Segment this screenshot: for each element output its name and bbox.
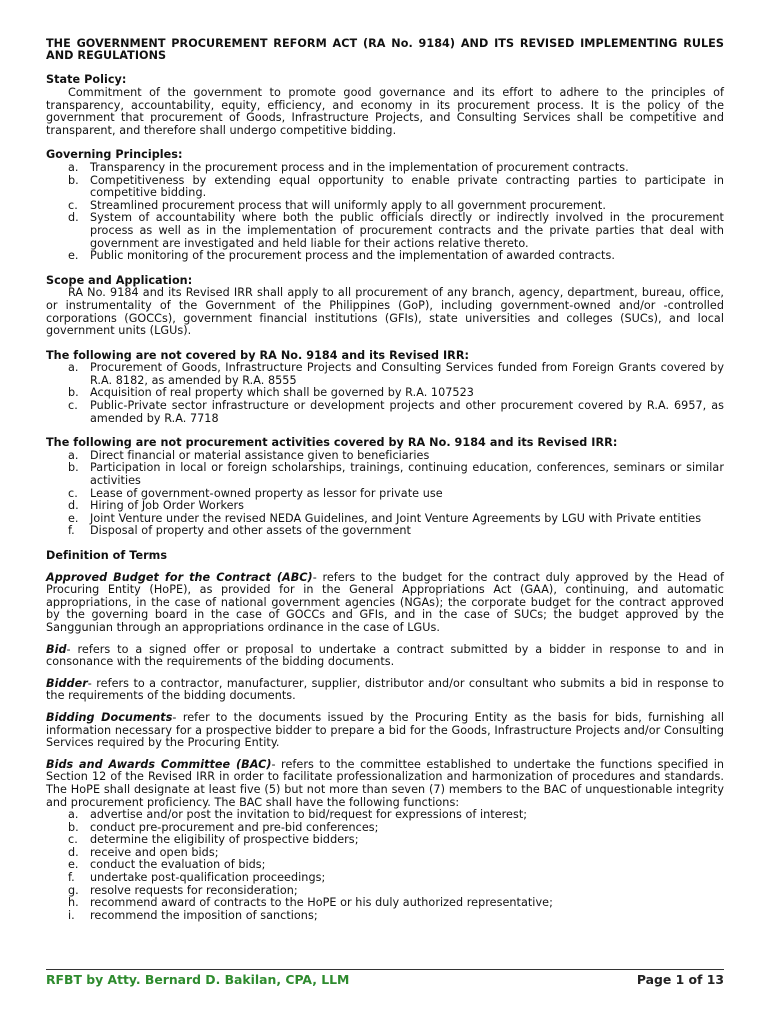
term: Approved Budget for the Contract (ABC) bbox=[46, 570, 313, 584]
definition-text: - refers to a contractor, manufacturer, supplier, distributor and/or consultant who submits a bid in response to the requirements of the bidding documents. bbox=[46, 676, 724, 703]
term: Bidding Documents bbox=[46, 710, 173, 724]
list-item-text: Streamlined procurement process that will uniformly apply to all government procurement. bbox=[90, 198, 606, 212]
definition-text: - refers to the budget for the contract duly approved by the Head of Procuring Entity (HoPE), as provided for in the General Appropriations Act (GAA), continuing, and automatic appropriations, in the case of national government agencies (NGAs); the corporate budget for the contract approved by the governing board in the case of GOCCs and GFIs, and in the case of SUCs; the budget approved by the Sanggunian through an appropriations ordinance in the case of LGUs. bbox=[46, 570, 724, 634]
list-item-text: recommend award of contracts to the HoPE or his duly authorized representative; bbox=[90, 896, 553, 910]
state-policy-section bbox=[46, 74, 724, 137]
list-item bbox=[46, 250, 724, 263]
list-item-text: undertake post-qualification proceedings; bbox=[90, 871, 326, 885]
term: Bids and Awards Committee (BAC) bbox=[46, 757, 272, 771]
scope-section bbox=[46, 275, 724, 338]
list-item bbox=[46, 212, 724, 250]
list-item-text: Transparency in the procurement process and in the implementation of procurement contracts. bbox=[90, 160, 629, 174]
list-item-text: conduct the evaluation of bids; bbox=[90, 858, 266, 872]
section-heading: Definition of Terms bbox=[46, 549, 168, 562]
list-marker: d. bbox=[68, 211, 79, 225]
list-item-text: Lease of government-owned property as lessor for private use bbox=[90, 486, 443, 500]
list-marker: b. bbox=[68, 173, 79, 187]
list-item bbox=[46, 362, 724, 387]
list-marker: c. bbox=[68, 833, 78, 847]
list-item-text: advertise and/or post the invitation to bid/request for expressions of interest; bbox=[90, 808, 528, 822]
term: Bidder bbox=[46, 676, 88, 690]
list-marker: e. bbox=[68, 858, 79, 872]
section-heading: The following are not procurement activities covered by RA No. 9184 and its Revised IRR: bbox=[46, 436, 618, 450]
list-marker: d. bbox=[68, 845, 79, 859]
list-item bbox=[46, 462, 724, 487]
list-item-text: Participation in local or foreign scholarships, trainings, continuing education, conferences, seminars or similar activities bbox=[90, 461, 724, 488]
list-item-text: conduct pre-procurement and pre-bid conferences; bbox=[90, 820, 379, 834]
list-marker: e. bbox=[68, 249, 79, 263]
list-item bbox=[46, 175, 724, 200]
list-item-text: Acquisition of real property which shall be governed by R.A. 107523 bbox=[90, 386, 474, 400]
list-marker: b. bbox=[68, 461, 79, 475]
list-marker: i. bbox=[68, 908, 75, 922]
definition-text: - refers to a signed offer or proposal to undertake a contract submitted by a bidder in response to and in consonance with the requirements of the bidding documents. bbox=[46, 642, 724, 669]
definitions-section bbox=[46, 550, 724, 922]
section-heading: The following are not covered by RA No. 9184 and its Revised IRR: bbox=[46, 348, 470, 362]
definition-text: - refer to the documents issued by the Procuring Entity as the basis for bids, furnishing all information necessary for a prospective bidder to prepare a bid for the Goods, Infrastructure Projects and/or Consulting Services required by the Procuring Entity. bbox=[46, 710, 724, 750]
governing-principles-section bbox=[46, 149, 724, 262]
list-item-text: Public monitoring of the procurement process and the implementation of awarded contracts. bbox=[90, 249, 615, 263]
list-marker: c. bbox=[68, 198, 78, 212]
list-marker: b. bbox=[68, 386, 79, 400]
list-marker: d. bbox=[68, 499, 79, 513]
term: Bid bbox=[46, 642, 67, 656]
list-marker: c. bbox=[68, 486, 78, 500]
list-marker: h. bbox=[68, 896, 79, 910]
principles-list bbox=[46, 162, 724, 263]
list-item-text: Direct financial or material assistance given to beneficiaries bbox=[90, 448, 430, 462]
list-marker: a. bbox=[68, 160, 79, 174]
document-title: THE GOVERNMENT PROCUREMENT REFORM ACT (RA No. 9184) AND ITS REVISED IMPLEMENTING RULES AND REGULATIONS bbox=[46, 37, 724, 63]
not-activities-section bbox=[46, 437, 724, 538]
definition-bidding-documents bbox=[46, 712, 724, 750]
list-marker: f. bbox=[68, 524, 75, 538]
list-marker: e. bbox=[68, 511, 79, 525]
section-heading: Governing Principles: bbox=[46, 148, 183, 162]
list-item-text: Public-Private sector infrastructure or development projects and other procurement covered by R.A. 6957, as amended by R.A. 7718 bbox=[90, 399, 724, 425]
definition-abc bbox=[46, 572, 724, 635]
list-marker: a. bbox=[68, 361, 79, 375]
not-activities-list bbox=[46, 450, 724, 538]
definition-bidder bbox=[46, 678, 724, 703]
list-item-text: Disposal of property and other assets of the government bbox=[90, 524, 411, 538]
list-marker: c. bbox=[68, 399, 78, 413]
list-marker: a. bbox=[68, 448, 79, 462]
definition-bid bbox=[46, 644, 724, 669]
list-item-text: receive and open bids; bbox=[90, 845, 219, 859]
list-item-text: Hiring of Job Order Workers bbox=[90, 499, 245, 513]
list-item-text: Competitiveness by extending equal opportunity to enable private contracting parties to participate in competitive bidding. bbox=[90, 173, 724, 200]
list-item-text: recommend the imposition of sanctions; bbox=[90, 908, 318, 922]
not-covered-list bbox=[46, 362, 724, 425]
definition-bac bbox=[46, 759, 724, 809]
section-heading: State Policy: bbox=[46, 73, 127, 87]
list-item bbox=[46, 400, 724, 425]
list-marker: g. bbox=[68, 883, 79, 897]
list-item bbox=[46, 910, 724, 923]
paragraph: Commitment of the government to promote good governance and its effort to adhere to the principles of transparency, accountability, equity, efficiency, and economy in its procurement process. It is the policy of the government that procurement of Goods, Infrastructure Projects, and Consulting Services shall be competitive and transparent, and therefore shall undergo competitive bidding. bbox=[46, 86, 724, 137]
list-item-text: determine the eligibility of prospective bidders; bbox=[90, 833, 359, 847]
footer-page-number: Page 1 of 13 bbox=[636, 972, 724, 987]
list-marker: f. bbox=[68, 871, 75, 885]
not-covered-section bbox=[46, 350, 724, 426]
paragraph: RA No. 9184 and its Revised IRR shall apply to all procurement of any branch, agency, department, bureau, office, or instrumentality of the Government of the Philippines (GoP), including government-owned and/or -controlled corporations (GOCCs), government financial institutions (GFIs), state universities and colleges (SUCs), and local government units (LGUs). bbox=[46, 286, 724, 338]
list-marker: a. bbox=[68, 808, 79, 822]
list-item-text: resolve requests for reconsideration; bbox=[90, 883, 298, 897]
section-heading: Scope and Application: bbox=[46, 273, 193, 287]
list-item-text: Procurement of Goods, Infrastructure Projects and Consulting Services funded from Foreign Grants covered by R.A. 8182, as amended by R.A. 8555 bbox=[90, 361, 724, 387]
footer-author: RFBT by Atty. Bernard D. Bakilan, CPA, LLM bbox=[46, 972, 350, 987]
document-page bbox=[46, 38, 724, 922]
footer-rule bbox=[46, 969, 724, 970]
list-item bbox=[46, 525, 724, 538]
bac-functions-list bbox=[46, 809, 724, 922]
list-item-text: System of accountability where both the public officials directly or indirectly involved in the procurement process as well as in the implementation of procurement contracts and the private parties that deal with government are investigated and held liable for their actions relative thereto. bbox=[90, 211, 724, 250]
definition-text: - refers to the committee established to undertake the functions specified in Section 12 of the Revised IRR in order to facilitate professionalization and harmonization of procedures and standards. The HoPE shall designate at least five (5) but not more than seven (7) members to the BAC of unquestionable integrity and procurement proficiency. The BAC shall have the following functions: bbox=[46, 757, 724, 809]
list-item-text: Joint Venture under the revised NEDA Guidelines, and Joint Venture Agreements by LGU with Private entities bbox=[90, 511, 702, 525]
list-marker: b. bbox=[68, 820, 79, 834]
